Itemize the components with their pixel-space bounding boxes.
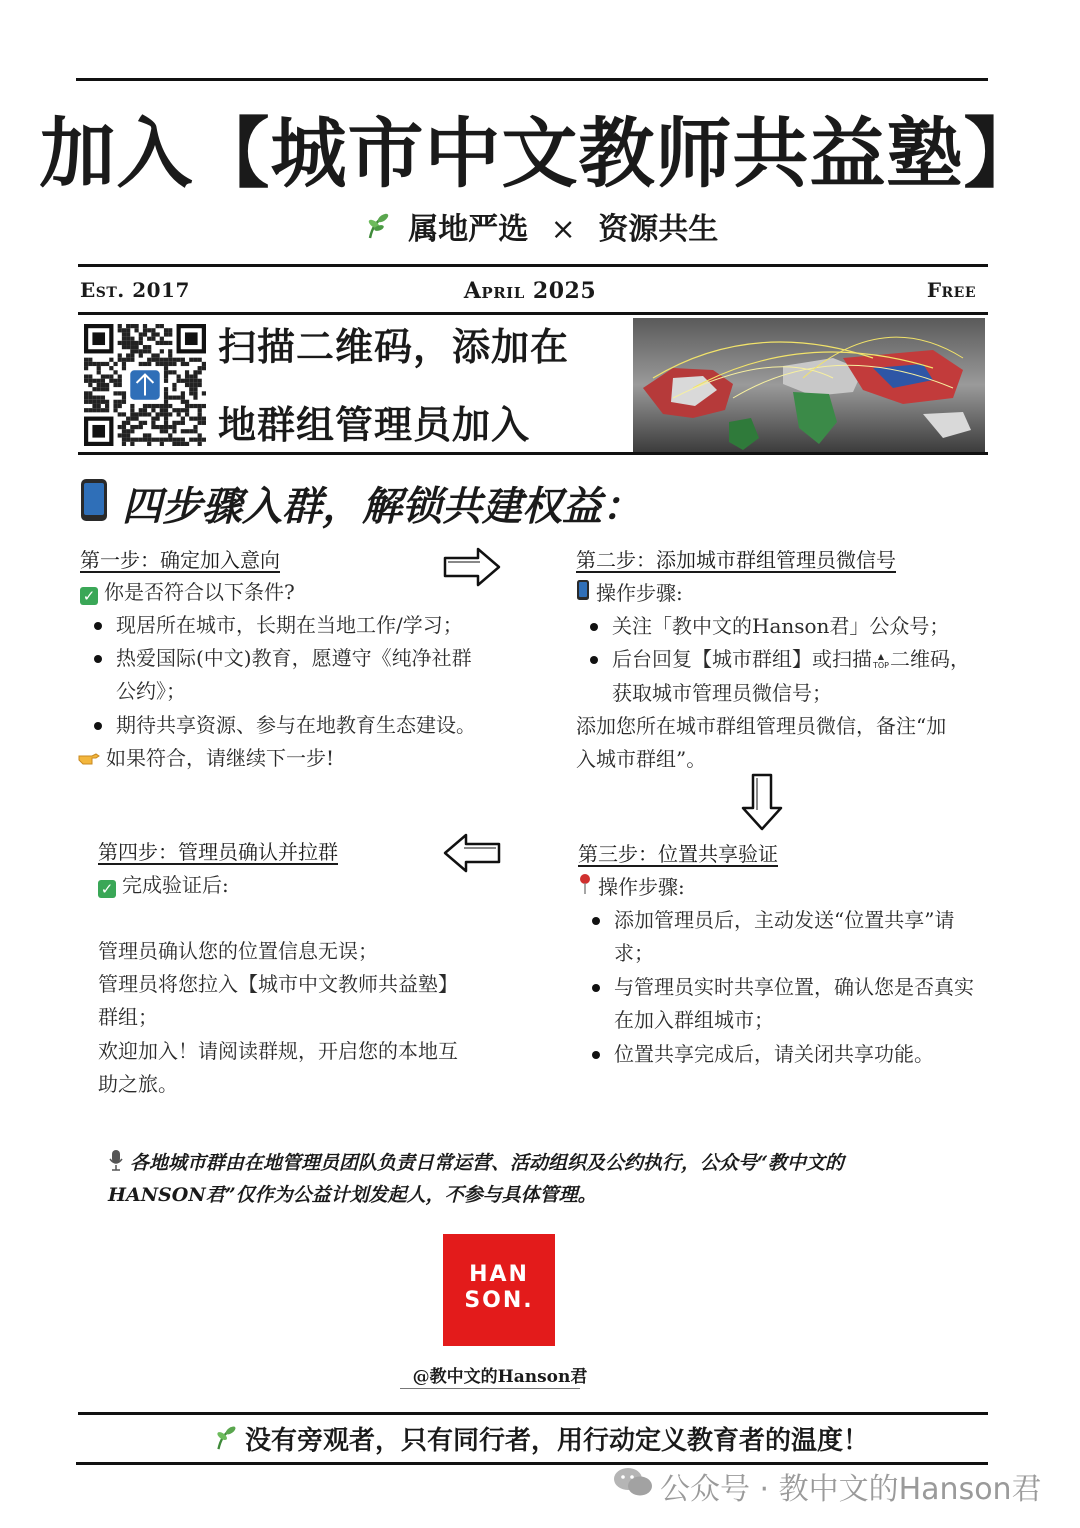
page-title: 加入【城市中文教师共益塾】 — [39, 109, 1041, 198]
top-icon-label: TOP — [873, 660, 890, 670]
list-item — [590, 610, 949, 643]
step1-heading: 第一步：确定加入意向 — [80, 548, 280, 572]
wechat-watermark — [612, 1464, 1042, 1508]
list-item — [94, 609, 463, 642]
masthead-issue: April 2025 — [463, 278, 597, 304]
step4-done-text: 完成验证后: — [122, 873, 229, 897]
step4-heading: 第四步：管理员确认并拉群 — [98, 840, 338, 864]
step2-bullet-2-text: 后台回复【城市群组】或扫描 — [612, 647, 872, 671]
logo-text-row2: SON. — [464, 1288, 534, 1313]
step3-ops — [578, 871, 685, 905]
step1-question — [80, 576, 295, 609]
subtitle-left: 属地严选 — [408, 212, 529, 247]
masthead-established: Est. 2017 — [80, 278, 190, 302]
logo-text-row1: HAN — [469, 1262, 529, 1287]
step4-line-2: 管理员将您拉入【城市中文教师共益塾】 — [98, 972, 458, 996]
step3-bullet-3: 位置共享完成后，请关闭共享功能。 — [614, 1042, 934, 1066]
top-rule — [76, 78, 988, 81]
phone-icon — [80, 478, 108, 535]
list-item — [94, 642, 472, 675]
masthead-top-rule — [78, 264, 988, 267]
footer-top-rule — [78, 1412, 988, 1415]
step1-bullet-3: 期待共享资源、参与在地教育生态建设。 — [116, 713, 476, 737]
step2-bullet-2-end: 二维码， — [890, 647, 971, 671]
step1-bullet-2: 热爱国际(中文)教育，愿遵守《纯净社群 — [116, 646, 472, 670]
step3-bullet-2-cont: 在加入群组城市； — [614, 1008, 774, 1032]
step3-ops-text: 操作步骤: — [598, 875, 685, 899]
arrow-right-icon — [442, 546, 502, 592]
section-title — [80, 478, 642, 535]
world-map-image — [633, 318, 985, 452]
step3-bullet-1-cont: 求； — [614, 941, 654, 965]
list-item — [592, 904, 954, 937]
sprout-icon — [211, 1423, 239, 1462]
step1-bullet-2-cont: 公约》； — [116, 679, 186, 703]
check-icon: ✓ — [80, 587, 98, 605]
pin-icon — [578, 872, 592, 905]
step4-line-5: 助之旅。 — [98, 1072, 178, 1096]
step3-bullet-1: 添加管理员后，主动发送“位置共享”请 — [614, 908, 955, 932]
pointing-hand-icon — [78, 743, 100, 776]
subtitle-separator: × — [550, 212, 576, 247]
step4-line-3: 群组； — [98, 1005, 158, 1029]
step2-bullet-2 — [612, 643, 970, 676]
scan-instruction-line1: 扫描二维码，添加在 — [218, 324, 570, 369]
hanson-logo — [443, 1234, 555, 1346]
step2-para-line1: 添加您所在城市群组管理员微信，备注“加 — [576, 714, 947, 738]
subtitle-right: 资源共生 — [598, 212, 719, 247]
wechat-icon — [612, 1466, 654, 1506]
phone-small-icon — [576, 578, 590, 611]
top-icon: ▲ TOP — [873, 651, 890, 670]
step1-bullet-1: 现居所在城市，长期在当地工作/学习； — [116, 613, 463, 637]
qr-code[interactable] — [84, 324, 206, 446]
step1-question-text: 你是否符合以下条件? — [104, 580, 295, 604]
list-item — [590, 643, 970, 676]
note-line1 — [108, 1148, 968, 1180]
step2-bullet-2-cont: 获取城市管理员微信号； — [612, 681, 832, 705]
step2-ops-text: 操作步骤: — [596, 581, 683, 605]
step2-bullet-1: 关注「教中文的Hanson君」公众号； — [612, 614, 950, 638]
handle-underline — [400, 1388, 580, 1389]
sprout-icon — [362, 209, 392, 253]
step1-next-text: 如果符合，请继续下一步! — [106, 746, 335, 770]
note-line1-text: 各地城市群由在地管理员团队负责日常运营、活动组织及公约执行，公众号“教中文的 — [130, 1152, 844, 1174]
masthead-price: Free — [926, 278, 976, 302]
subtitle — [0, 208, 1080, 253]
step4-line-1: 管理员确认您的位置信息无误； — [98, 939, 378, 963]
list-item — [592, 1038, 934, 1071]
microphone-icon — [108, 1149, 124, 1180]
step3-bullet-2: 与管理员实时共享位置，确认您是否真实 — [614, 975, 974, 999]
account-handle: @教中文的Hanson君 — [412, 1367, 588, 1387]
section-title-text: 四步骤入群，解锁共建权益： — [122, 482, 642, 530]
scan-instruction-line2: 地群组管理员加入 — [218, 402, 531, 447]
footer-slogan-text: 没有旁观者，只有同行者，用行动定义教育者的温度！ — [244, 1426, 869, 1456]
arrow-down-icon — [740, 772, 784, 836]
list-item — [94, 709, 476, 742]
step2-para-line2: 入城市群组”。 — [576, 747, 707, 771]
list-item — [592, 971, 974, 1004]
step2-ops — [576, 577, 683, 611]
check-icon: ✓ — [98, 880, 116, 898]
step1-next — [78, 742, 334, 776]
step2-heading: 第二步：添加城市群组管理员微信号 — [576, 548, 896, 572]
note-line2: HANSON君”仅作为公益计划发起人，不参与具体管理。 — [108, 1183, 597, 1206]
arrow-left-icon — [442, 832, 502, 878]
masthead-bottom-rule — [78, 312, 988, 315]
footer-slogan — [0, 1422, 1080, 1462]
disclaimer-note — [108, 1148, 968, 1210]
step3-heading: 第三步：位置共享验证 — [578, 842, 778, 866]
intro-bottom-rule — [78, 452, 988, 455]
step4-done — [98, 869, 229, 902]
watermark-text: 公众号 · 教中文的Hanson君 — [660, 1472, 1042, 1507]
step4-line-4: 欢迎加入！请阅读群规，开启您的本地互 — [98, 1039, 458, 1063]
